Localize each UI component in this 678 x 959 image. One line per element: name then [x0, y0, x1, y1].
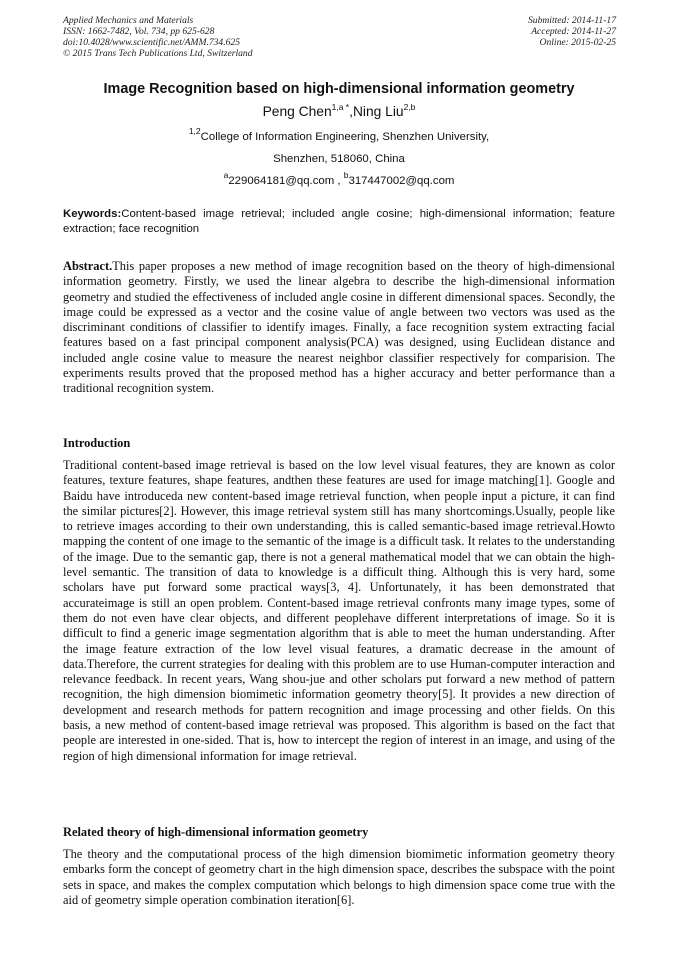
keywords	[63, 207, 615, 237]
doi-line: doi:10.4028/www.scientific.net/AMM.734.625	[63, 37, 241, 48]
affiliation-text: College of Information Engineering, Shenzhen University,	[200, 131, 490, 143]
email-superscript: b	[343, 170, 349, 180]
copyright-line: © 2015 Trans Tech Publications Ltd, Switzerland	[63, 48, 253, 59]
author-superscript: 1,a *	[331, 102, 350, 112]
submitted-date: Submitted: 2014-11-17	[527, 15, 616, 26]
email-address: 317447002@qq.com	[348, 175, 455, 187]
related-theory-paragraph: The theory and the computational process of the high dimension biomimetic information geometry theory embarks form the concept of geometry chart in the high dimension space, describes the subspace with the point sets in space, and makes the complex computation which belongs to high dimension space come true with the aid of geometry simple operation combination iteration[6].	[63, 847, 615, 907]
author-separator: ,	[349, 104, 353, 119]
journal-name: Applied Mechanics and Materials	[63, 15, 194, 26]
email-line	[40, 170, 638, 188]
author-superscript: 2,b	[403, 102, 416, 112]
keywords-label: Keywords:	[63, 208, 122, 220]
email-superscript: a	[223, 170, 229, 180]
affiliation-line-1	[40, 126, 638, 144]
introduction-paragraph: Traditional content-based image retrieval is based on the low level visual features, they are known as color features, texture features, shape features, andthen these features are used for image matching[1]. Google and Baidu have introduceda new content-based image retrieval function, when people input a picture, it can find the similar pictures[2]. However, this image retrieval system still has many shortcomings.Usually, people like to retrieve images according to their own understanding, this is called semantic-based image retrieval.Howto mapping the content of one image to the semantic of the image is a difficult task. It relates to the understanding of the image. Due to the semantic gap, there is not a general mathematical model that we can obtain the high-level semantic. The transition of data to knowledge is a difficult thing. Although this is very hard, some scholars have put forward some practical ways[3, 4]. Unfortunately, it has been demonstrated that accurateimage is still an open problem. Content-based image retrieval confronts many image types, some of them do not even have clear objects, and different peoplehave different interpretations of image. So it is difficult to find a generic image segmentation algorithm that is able to meet the human understanding. After the image feature extraction of the low level visual features, a dramatic decrease in the amount of data.Therefore, the current strategies for dealing with this problem are to use Human-computer interaction and relevance feedback. In recent years, Wang shou-jue and other scholars put forward a new method of pattern recognition, the high dimension biomimetic information geometry theory[5]. It provides a new direction of development and research methods for pattern recognition and image processing and other fields. On this basis, a new method of content-based image retrieval was proposed. This algorithm is based on the fact that people are interested in one-sided. That is, how to intercept the region of interest in an image, and using of the region of high dimensional information for image retrieval.	[63, 458, 615, 763]
affiliation-line-2: Shenzhen, 518060, China	[273, 153, 405, 165]
email-address: 229064181@qq.com ,	[228, 175, 341, 187]
keywords-text: Content-based image retrieval; included angle cosine; high-dimensional information; feature extraction; face recognition	[63, 208, 615, 235]
abstract	[63, 259, 615, 397]
accepted-date: Accepted: 2014-11-27	[531, 26, 616, 37]
section-heading-related-theory: Related theory of high-dimensional information geometry	[63, 825, 369, 839]
abstract-label: Abstract.	[63, 259, 113, 273]
online-date: Online: 2015-02-25	[539, 37, 616, 48]
affiliation-superscript: 1,2	[188, 126, 201, 136]
author-name: Ning Liu	[352, 104, 404, 119]
author-line	[40, 103, 638, 120]
abstract-text: This paper proposes a new method of image recognition based on the theory of high-dimensional information geometry. Firstly, we used the linear algebra to describe the high-dimensional information geometry and studied the effectiveness of included angle cosine in different dimensional spaces. Secondly, the image could be expressed as a vector and the cosine value of angle between two vectors was used as the discriminant conditions of classifier to identify images. Finally, a face recognition system extracting facial features based on a fast principal component analysis(PCA) was designed, using Euclidean distance and included angle cosine value to measure the nearest neighbor classifier respectively for comparision. The experiments results proved that the proposed method has a higher accuracy and better performance than a traditional recognition system.	[63, 259, 615, 396]
publication-dates	[528, 15, 616, 48]
journal-info	[63, 15, 253, 59]
section-heading-introduction: Introduction	[63, 436, 131, 450]
issn-line: ISSN: 1662-7482, Vol. 734, pp 625-628	[63, 26, 215, 37]
paper-title: Image Recognition based on high-dimensional information geometry	[103, 81, 575, 97]
author-name: Peng Chen	[262, 104, 332, 119]
